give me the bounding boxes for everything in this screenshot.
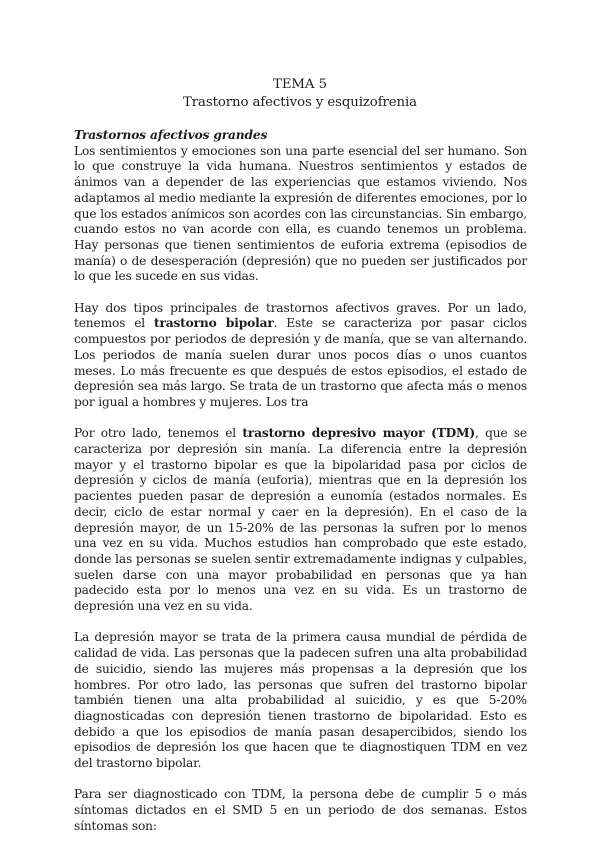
- paragraph-suicide-risk: La depresión mayor se trata de la primera causa mundial de pérdida de calidad de vida. Las personas que la padecen sufren una alta probabilidad de suicidio, siendo las mujeres más propensas a la depresión que los hombres. Por otro lado, las personas que sufren del trastorno bipolar también tienen una alta probabilidad al suicidio, y es que 5-20% diagnosticadas con depresión tienen trastorno de bipolaridad. Esto es debido a que los episodios de manía pasan desapercibidos, siendo los episodios de depresión los que hacen que te diagnostiquen TDM en vez del trastorno bipolar.: [74, 630, 527, 771]
- topic-title: Trastorno afectivos y esquizofrenia: [183, 95, 417, 110]
- document-body: [74, 128, 527, 850]
- paragraph-intro: Los sentimientos y emociones son una parte esencial del ser humano. Son lo que construye la vida humana. Nuestros sentimientos y estados de ánimos van a depender de las experiencias que estamos viviendo. Nos adaptamos al medio mediante la expresión de diferentes emociones, por lo que los estados anímicos son acordes con las circunstancias. Sin embargo, cuando estos no van acorde con ella, es cuando tenemos un problema. Hay personas que tienen sentimientos de euforia extrema (episodios de manía) o de desesperación (depresión) que no pueden ser justificados por lo que les sucede en sus vidas.: [74, 143, 527, 284]
- paragraph-bipolar: [74, 301, 527, 411]
- paragraph-tdm: [74, 426, 527, 614]
- paragraph-tdm-lead: Por otro lado, tenemos el: [74, 426, 243, 441]
- paragraph-bipolar-lead: Hay dos tipos principales de trastornos afectivos graves. Por un lado, tenemos el: [74, 300, 527, 331]
- paragraph-diagnosis: Para ser diagnosticado con TDM, la persona debe de cumplir 5 o más síntomas dictados en el SMD 5 en un periodo de dos semanas. Estos síntomas son:: [74, 787, 527, 833]
- term-tdm: trastorno depresivo mayor (TDM): [242, 426, 476, 441]
- term-bipolar: trastorno bipolar: [153, 316, 274, 331]
- section-heading: Trastornos afectivos grandes: [74, 128, 268, 142]
- paragraph-tdm-rest: , que se caracteriza por depresión sin manía. La diferencia entre la depresión mayor y el trastorno bipolar es que la bipolaridad pasa por ciclos de depresión y ciclos de manía (euforia), mientras que en la depresión los pacientes pueden pasar de depresión a eunomía (estados normales. Es decir, ciclo de estar normal y caer en la depresión). En el caso de la depresión mayor, de un 15-20% de las personas la sufren por lo menos una vez en su vida. Muchos estudios han comprobado que este estado, donde las personas se suelen sentir extremadamente indignas y culpables, suelen darse con una mayor probabilidad en personas que ya han padecido esta por lo menos una vez en su vida. Es un trastorno de depresión una vez en su vida.: [74, 426, 527, 614]
- topic-number: TEMA 5: [273, 77, 327, 92]
- paragraph-bipolar-rest: . Este se caracteriza por pasar ciclos compuestos por periodos de depresión y de manía, que se van alternando. Los periodos de manía suelen durar unos pocos días o unos cuantos meses. Lo más frecuente es que después de estos episodios, el estado de depresión sea más largo. Se trata de un trastorno que afecta más o menos por igual a hombres y mujeres. Los tra: [74, 316, 527, 409]
- document-title: [0, 76, 600, 112]
